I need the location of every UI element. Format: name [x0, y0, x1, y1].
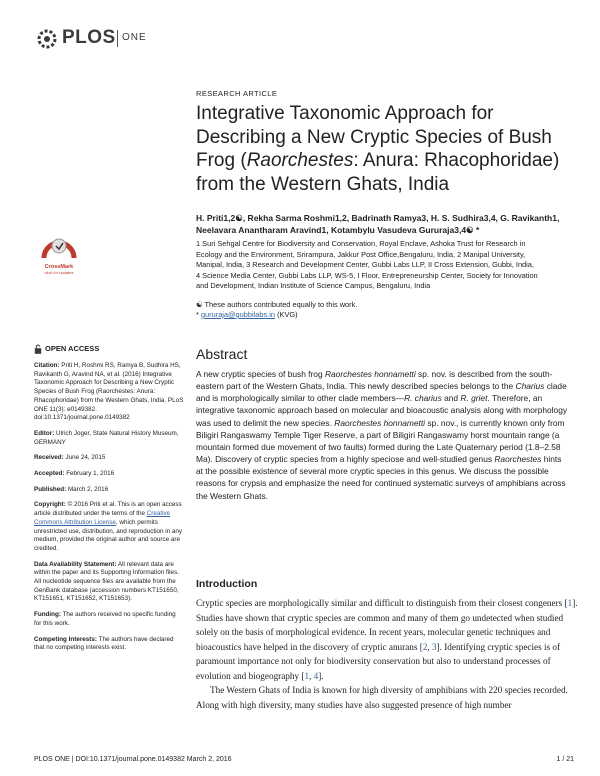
email-suffix: (KVG) [275, 310, 298, 319]
crossmark-sub: click for updates [44, 270, 74, 275]
license-link[interactable]: Creative Commons Attribution License [34, 510, 171, 526]
journal-name: PLOS [62, 27, 116, 48]
page-footer [34, 756, 574, 763]
crossmark-label: CrossMark [44, 264, 74, 270]
affiliations [196, 239, 586, 292]
introduction-body [196, 596, 580, 712]
authors-line-2: Neelavara Anantharam Aravind1, Kotambylu Vasudeva Gururaja3,4☯ * [196, 225, 480, 235]
clade-name: Charius [515, 381, 545, 392]
citation-block [34, 362, 184, 423]
abstract-heading: Abstract [196, 346, 248, 362]
journal-sub: ONE [122, 32, 147, 43]
title-genus: Raorchestes [246, 150, 354, 171]
open-access-label: OPEN ACCESS [45, 343, 100, 353]
affiliation-line: Manipal, India, 3 Research and Development Center, Gubbi Labs LLP, II Cross Extension, Gubbi, India, [196, 260, 534, 270]
reference-link[interactable]: 2 [422, 641, 428, 652]
editor-block [34, 430, 184, 447]
species-name: Raorchestes honnametti [334, 417, 426, 428]
received-text: June 24, 2015 [65, 454, 106, 462]
title-line-3-a: Frog ( [196, 150, 247, 171]
title-line-4: from the Western Ghats, India [196, 173, 450, 195]
abstract-text: and [441, 393, 461, 404]
data-label: Data Availability Statement: [34, 560, 117, 568]
equal-contribution-note: ☯ These authors contributed equally to this work. [196, 300, 358, 309]
reference-link[interactable]: 1 [567, 598, 573, 608]
logo-divider [117, 30, 118, 47]
funding-block [34, 611, 184, 628]
editor-label: Editor: [34, 429, 55, 437]
copyright-block [34, 501, 184, 553]
intro-text: Cryptic species are morphologically similar and difficult to distinguish from their closest congeners [ [196, 598, 568, 608]
species-name: R. charius [404, 393, 442, 404]
competing-label: Competing Interests: [34, 635, 97, 643]
open-lock-icon [34, 344, 42, 354]
reference-link[interactable]: 3 [432, 641, 437, 652]
funding-text: The authors received no specific funding for this work. [34, 611, 176, 627]
data-text: All relevant data are within the paper and its Supporting Information files. All nucleotide sequence files are available from the GenBank database (accession numbers KT151650, KT151651, KT151652, KT151653). [34, 560, 179, 603]
plos-logo-icon [36, 28, 62, 50]
abstract-text: sp. nov. is described from the south-eastern part of the Western Ghats, India. This newly described species belongs to the [196, 369, 553, 392]
title-line-2: Describing a New Cryptic Species of Bush [196, 126, 552, 148]
intro-text: ]. [318, 670, 324, 681]
abstract-text: hints at the possible existence of several more cryptic species in this genus. We discuss the possible reasons for crypsis and emphasize the need for continued systematic surveys of amphibians across the Western Ghats. [196, 454, 566, 501]
reference-link[interactable]: 1 [304, 670, 310, 681]
intro-text: ]. Identifying cryptic species is of paramount importance not only for biodiversity conservation but also to understand processes of evolution and biogeography [ [196, 641, 561, 681]
copyright-text-b: , which permits unrestricted use, distribution, and reproduction in any medium, provided the original author and source are credited. [34, 518, 183, 552]
abstract-text: A new cryptic species of bush frog [196, 369, 325, 379]
accepted-text: February 1, 2016 [66, 470, 115, 478]
intro-paragraph-1 [196, 596, 580, 683]
article-type: RESEARCH ARTICLE [196, 89, 278, 98]
accepted-label: Accepted: [34, 470, 65, 478]
title-line-3-c: : Anura: Rhacophoridae) [353, 150, 560, 171]
competing-text: The authors have declared that no competing interests exist. [34, 635, 174, 652]
email-link[interactable]: gururaja@gubbilabs.in [200, 310, 276, 319]
citation-text: Priti H, Roshmi RS, Ramya B, Sudhira HS, Ravikanth G, Aravind NA, et al. (2016) Integrative Taxonomic Approach for Describing a New Cryptic Species of Bush Frog (Raorchestes: Anura: Rhacophoridae) from the Western Ghats, India. PLoS ONE 11(3): e0149382. doi:10.1371/journal.pone.0149382 [34, 362, 184, 422]
editor-text: Ulrich Joger, State Natural History Museum, GERMANY [34, 429, 179, 446]
genus-name: Raorchestes [494, 454, 542, 465]
affiliation-line: and Development, Indian Institute of Science Campus, Bengaluru, India [196, 281, 431, 291]
intro-text: , [309, 670, 314, 681]
species-name: Raorchestes honnametti [324, 369, 416, 379]
crossmark-badge[interactable] [38, 232, 80, 275]
page-number: 1 / 21 [556, 756, 574, 763]
published-text: March 2, 2016 [67, 485, 109, 493]
data-availability-block [34, 561, 184, 605]
authors-line-1: H. Priti1,2☯, Rekha Sarma Roshmi1,2, Badrinath Ramya3, H. S. Sudhira3,4, G. Ravikanth1, [196, 213, 560, 223]
footer-citation: PLOS ONE | DOI:10.1371/journal.pone.0149382 March 2, 2016 [34, 756, 232, 763]
article-title [196, 102, 566, 196]
affiliation-line: Ecology and the Environment, Srirampura, Jakkur Post Office,Bengaluru, India, 2 Manipal University, [196, 249, 526, 259]
open-access-badge [34, 344, 184, 354]
title-line-1: Integrative Taxonomic Approach for [196, 103, 494, 124]
published-label: Published: [34, 485, 67, 493]
intro-paragraph-2: The Western Ghats of India is known for high diversity of amphibians with 220 species recorded. Along with high diversity, many studies have also suggested presence of high number [196, 685, 568, 710]
funding-label: Funding: [34, 611, 61, 619]
affiliation-line: 1 Suri Sehgal Centre for Biodiversity and Conservation, Royal Enclave, Ashoka Trust for Research in [196, 239, 526, 248]
affiliation-line: 4 Science Media Center, Gubbi Labs LLP, WS-5, I Floor, Entrepreneurship Center, Society for Innovation [196, 270, 538, 280]
abstract-text: sp. nov., is currently known only from Biligiri Rangaswamy Temple Tiger Reserve, a part of Biligiri Rangaswamy horst mountain range (a mountain formed due movement of two faults) formed during the Late Quaternary period (1.8–2.58 Ma). Discovery of cryptic species from a highly speciose and well-studied genus [196, 417, 565, 465]
intro-text: , [427, 641, 432, 652]
citation-label: Citation: [34, 362, 60, 369]
copyright-label: Copyright: [34, 501, 66, 509]
abstract-body [196, 368, 570, 502]
introduction-heading: Introduction [196, 578, 258, 590]
species-name: R. griet [460, 393, 488, 404]
competing-interests-block [34, 636, 184, 653]
intro-text: ]. Studies have shown that cryptic species are common and many of them go undetected when studied solely on the basis of morphological evidence. In recent years, molecular genetic techniques and bioacoustics have helped in the discovery of cryptic anurans [ [196, 598, 578, 652]
sidebar [34, 344, 184, 660]
crossmark-icon [38, 232, 80, 262]
copyright-text-a: © 2016 Priti et al. This is an open access article distributed under the terms of the [34, 501, 182, 518]
author-list [196, 212, 576, 236]
reference-link[interactable]: 4 [313, 670, 319, 681]
accepted-block [34, 470, 184, 479]
abstract-text: . Therefore, an integrative taxonomic approach based on molecular and bioacoustic analysis along with morphology was used to delimit the new species. [196, 393, 568, 428]
received-block [34, 454, 184, 463]
corresponding-email: * gururaja@gubbilabs.in (KVG) [196, 310, 298, 319]
published-block [34, 486, 184, 495]
abstract-text: clade and is morphologically similar to other clade members— [196, 381, 567, 404]
received-label: Received: [34, 454, 64, 462]
title-line-3 [196, 149, 566, 173]
